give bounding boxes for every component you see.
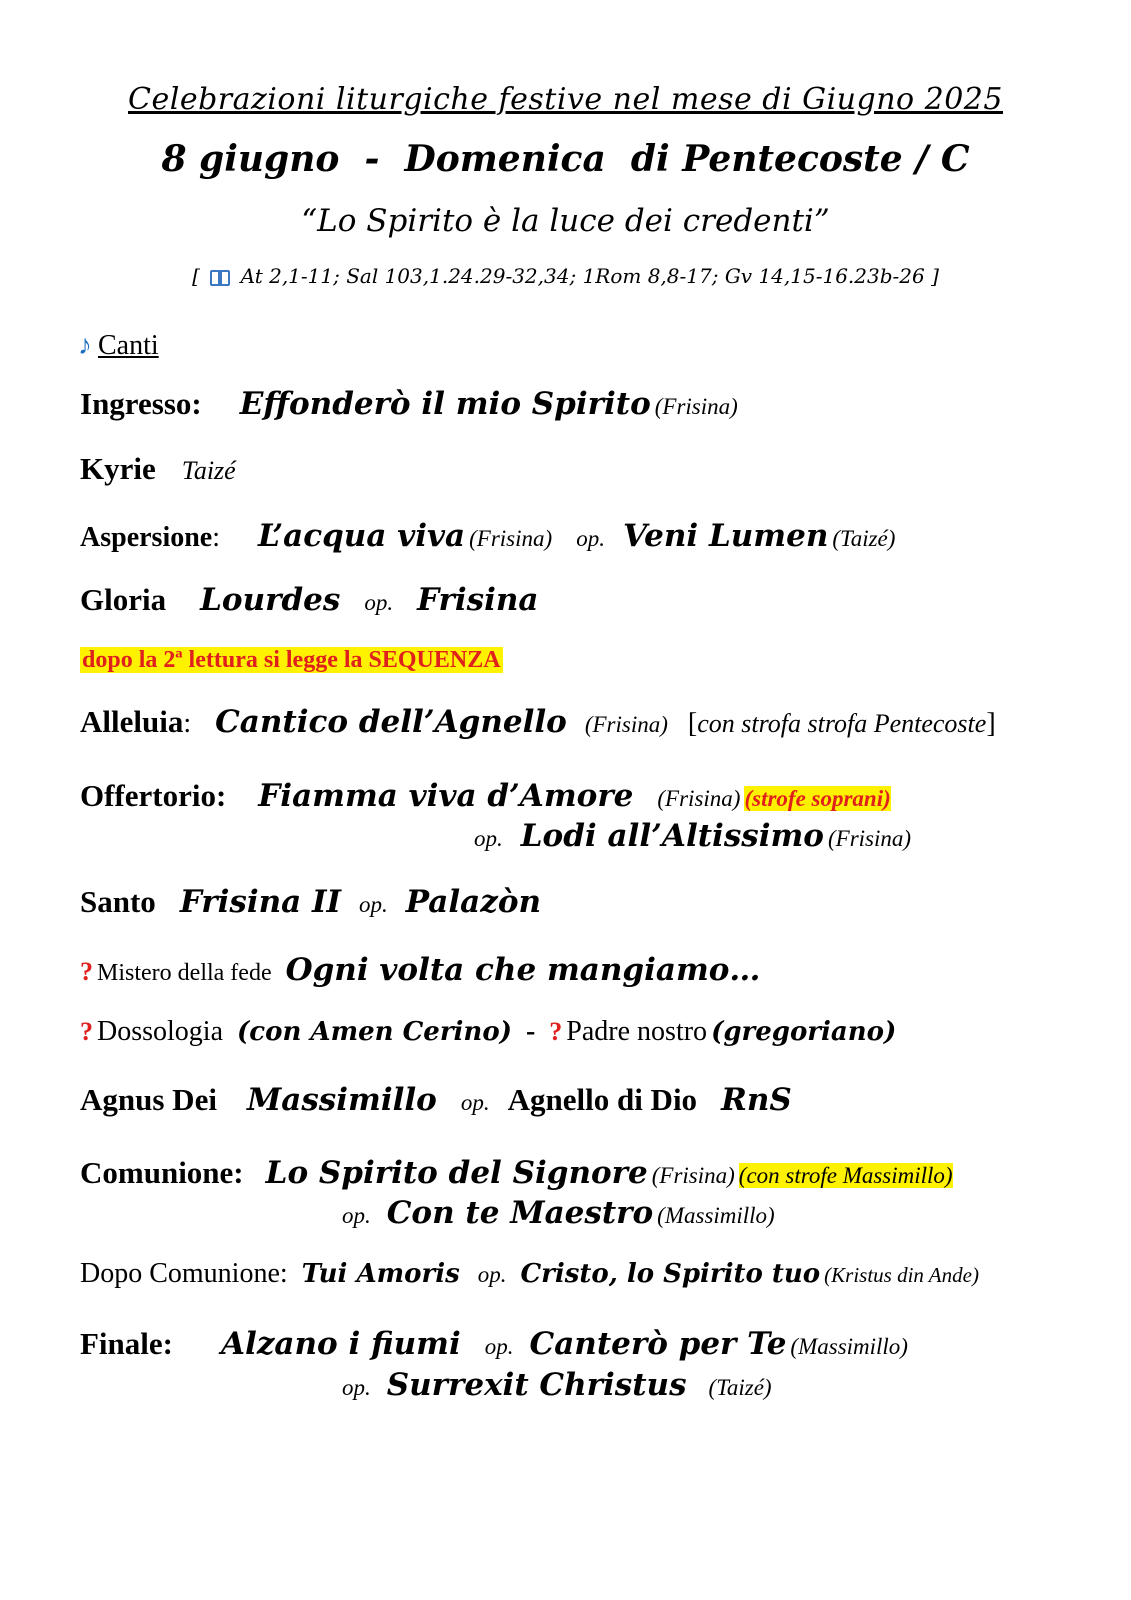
refs-open-bracket: [ <box>192 264 200 288</box>
agnus-title1: Massimillo <box>246 1082 437 1118</box>
aspersione-op: op. <box>576 526 605 551</box>
padre-nostro-note: (gregoriano) <box>711 1017 897 1047</box>
kyrie-label: Kyrie <box>80 451 156 486</box>
aspersione-label: Aspersione <box>80 522 213 553</box>
aspersione-author2: (Taizé) <box>832 526 896 551</box>
song-offertorio-alt <box>474 818 911 854</box>
song-gloria <box>80 582 539 618</box>
offertorio-author1: (Frisina) <box>657 786 741 811</box>
dopo-author2: (Kristus din Ande) <box>824 1263 979 1287</box>
gloria-op: op. <box>364 590 394 615</box>
santo-label: Santo <box>80 884 156 919</box>
mistero-title: Ogni volta che mangiamo… <box>285 952 761 988</box>
alleluia-note-open: [ <box>687 708 698 739</box>
comunione-author2: (Massimillo) <box>657 1203 775 1228</box>
dossologia-dash: - <box>525 1016 536 1047</box>
comunione-title2: Con te Maestro <box>386 1195 654 1231</box>
canti-label: Canti <box>98 330 159 361</box>
gloria-label: Gloria <box>80 582 167 617</box>
alleluia-author: (Frisina) <box>584 712 668 737</box>
song-offertorio <box>80 778 891 814</box>
santo-op: op. <box>359 892 388 917</box>
alleluia-colon: : <box>183 708 192 739</box>
dossologia-label: Dossologia <box>97 1016 223 1047</box>
song-comunione <box>80 1155 953 1191</box>
comunione-author1: (Frisina) <box>651 1163 735 1188</box>
comunione-label: Comunione: <box>80 1155 244 1190</box>
comunione-highlight: (con strofe Massimillo) <box>738 1163 953 1188</box>
dopo-title2: Cristo, lo Spirito tuo <box>520 1259 821 1289</box>
aspersione-title1: L’acqua viva <box>258 518 466 554</box>
finale-author3: (Taizé) <box>708 1375 772 1400</box>
comunione-title1: Lo Spirito del Signore <box>265 1155 648 1191</box>
agnus-title2: Agnello di Dio <box>507 1082 698 1117</box>
alleluia-note-close: ] <box>986 708 996 739</box>
kyrie-author: Taizé <box>181 456 236 485</box>
santo-title2: Palazòn <box>405 884 542 920</box>
dopo-op: op. <box>477 1262 507 1287</box>
aspersione-colon: : <box>212 522 221 553</box>
song-comunione-alt <box>342 1195 775 1231</box>
song-dossologia <box>80 1016 896 1048</box>
agnus-op: op. <box>460 1090 490 1115</box>
offertorio-author2: (Frisina) <box>827 826 912 851</box>
song-agnus <box>80 1082 792 1118</box>
dopo-title1: Tui Amoris <box>301 1259 460 1289</box>
song-mistero <box>80 952 760 988</box>
gloria-title1: Lourdes <box>200 582 341 618</box>
ingresso-author: (Frisina) <box>654 394 738 419</box>
finale-title1: Alzano i fiumi <box>221 1326 461 1362</box>
padre-nostro-label: Padre nostro <box>566 1016 708 1047</box>
mistero-label: Mistero della fede <box>97 960 272 986</box>
agnus-author2: RnS <box>721 1082 792 1118</box>
song-alleluia <box>80 704 996 740</box>
song-finale <box>80 1326 908 1362</box>
sequenza-notice <box>80 647 503 674</box>
book-icon <box>210 270 230 284</box>
song-dopo-comunione <box>80 1258 979 1290</box>
offertorio-title1: Fiamma viva d’Amore <box>258 778 634 814</box>
ingresso-label: Ingresso: <box>80 386 202 421</box>
finale-op: op. <box>484 1334 514 1359</box>
song-kyrie <box>80 451 236 487</box>
offertorio-highlight: (strofe soprani) <box>744 786 891 811</box>
scripture-references <box>0 264 1131 288</box>
dossologia-mark: ? <box>80 1017 93 1046</box>
celebration-subtitle: “Lo Spirito è la luce dei credenti” <box>301 203 830 239</box>
dossologia-note: (con Amen Cerino) <box>237 1017 512 1047</box>
alleluia-note: con strofa strofa Pentecoste <box>697 709 987 738</box>
offertorio-label: Offertorio: <box>80 778 227 813</box>
santo-title1: Frisina II <box>179 884 342 920</box>
document-title: Celebrazioni liturgiche festive nel mese di Giugno 2025 <box>128 82 1003 117</box>
song-ingresso <box>80 386 738 422</box>
aspersione-title2: Veni Lumen <box>622 518 829 554</box>
alleluia-title: Cantico dell’Agnello <box>215 704 567 740</box>
song-finale-alt <box>342 1367 772 1403</box>
dopo-label: Dopo Comunione: <box>80 1258 288 1289</box>
celebration-date: 8 giugno - Domenica di Pentecoste / C <box>161 138 970 180</box>
agnus-label: Agnus Dei <box>80 1082 217 1117</box>
finale-title3: Surrexit Christus <box>386 1367 687 1403</box>
comunione-op: op. <box>342 1203 371 1228</box>
refs-close-bracket: ] <box>931 264 939 288</box>
canti-heading <box>78 330 159 362</box>
finale-op2: op. <box>342 1375 371 1400</box>
offertorio-title2: Lodi all’Altissimo <box>520 818 824 854</box>
refs-text: At 2,1-11; Sal 103,1.24.29-32,34; 1Rom 8,8-17; Gv 14,15-16.23b-26 <box>240 264 925 288</box>
sequenza-notice-text: dopo la 2ª lettura si legge la SEQUENZA <box>82 647 501 673</box>
mistero-mark: ? <box>80 957 93 986</box>
padre-nostro-mark: ? <box>549 1017 563 1046</box>
music-note-icon: ♪ <box>78 330 92 361</box>
gloria-title2: Frisina <box>417 582 539 618</box>
offertorio-op: op. <box>474 826 503 851</box>
ingresso-title: Effonderò il mio Spirito <box>239 386 651 422</box>
finale-label: Finale: <box>80 1326 173 1361</box>
finale-title2: Canterò per Te <box>529 1326 787 1362</box>
song-aspersione <box>80 518 895 554</box>
alleluia-label: Alleluia <box>80 704 184 739</box>
finale-author2: (Massimillo) <box>790 1334 908 1359</box>
song-santo <box>80 884 541 920</box>
aspersione-author1: (Frisina) <box>469 526 553 551</box>
